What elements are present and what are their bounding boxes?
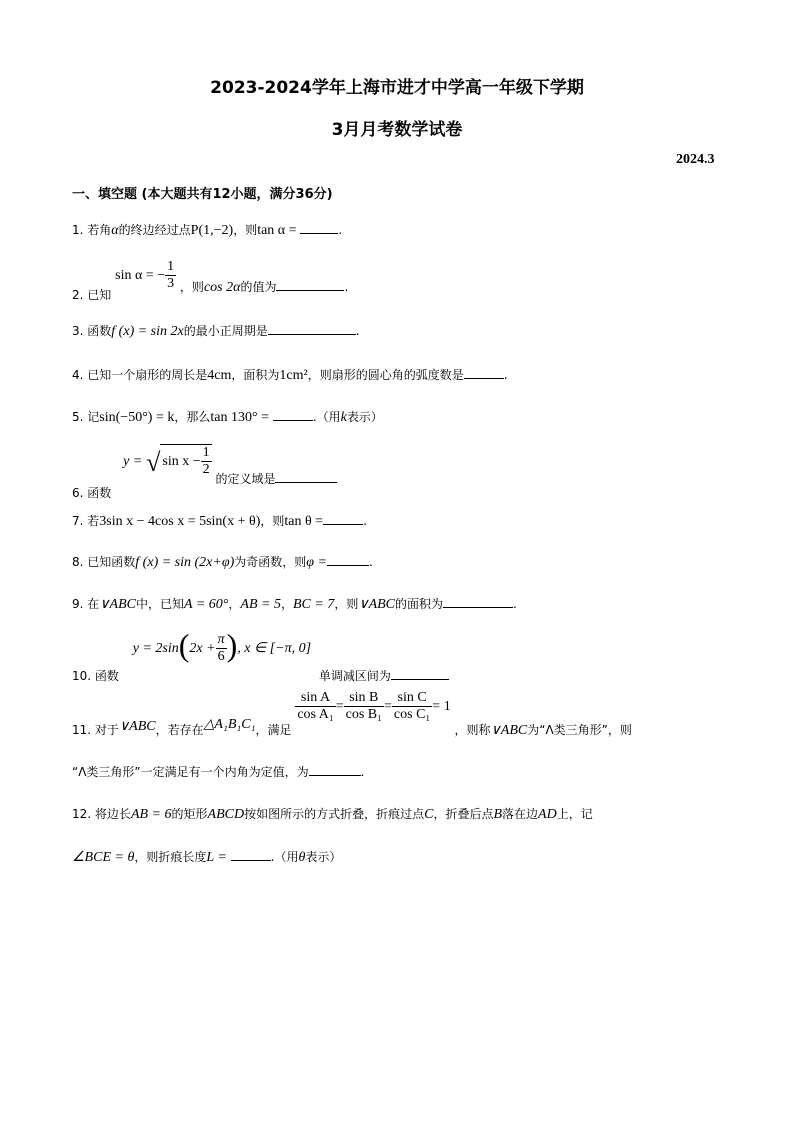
question-11: 11. 对于∨ABC，若存在△A₁B₁C₁，满足 $\frac{\text{sin A}}{\text{cos A₁}}$ = $\frac{\text{sin B}}{\text{cos B₁}}$ = $\frac{\text{sin C}}{\text{cos C₁}}$ = 1 ，则称∨ABC为“Λ类三角形”，则 — [72, 690, 632, 738]
answer-blank[interactable] — [323, 512, 363, 525]
exam-date: 2024.3 — [676, 152, 715, 167]
question-12-line2: ∠BCE = θ，则折痕长度L = .（用θ表示） — [72, 850, 342, 865]
question-9: 9. 在∨ABC中，已知A = 60°，AB = 5，BC = 7，则∨ABC的面积为 . — [72, 597, 517, 612]
answer-blank[interactable] — [464, 366, 504, 379]
answer-blank[interactable] — [231, 848, 271, 861]
answer-blank[interactable] — [300, 221, 338, 234]
question-7: 7. 若3sin x − 4cos x = 5sin(x + θ)，则tan θ = . — [72, 514, 367, 529]
question-8: 8. 已知函数f (x) = sin (2x+φ)为奇函数，则φ = . — [72, 555, 373, 570]
question-4: 4. 已知一个扇形的周长是4cm，面积为1cm²，则扇形的圆心角的弧度数是 . — [72, 368, 508, 383]
section-heading: 一、填空题 (本大题共有12小题，满分36分) — [72, 187, 333, 202]
question-2: 2. 已知 sin α = − $\frac{1}{3}$ ，则cos 2α的值为 . — [72, 259, 349, 302]
question-10: 10. 函数 y = 2sin(2x + $\frac{\pi}{6}$ ), x ∈ [−π, 0] 单调减区间为 — [72, 632, 449, 665]
exam-title-line2: 3月月考数学试卷 — [331, 120, 463, 140]
answer-blank[interactable] — [391, 667, 449, 680]
answer-blank[interactable] — [443, 595, 513, 608]
exam-title-line1: 2023-2024学年上海市进才中学高一年级下学期 — [210, 78, 584, 98]
question-1: 1. 若角α的终边经过点P(1,−2)，则tan α = . — [72, 223, 343, 238]
answer-blank[interactable] — [309, 763, 361, 776]
question-11-line2: “Λ类三角形”一定满足有一个内角为定值，为 . — [72, 765, 365, 779]
question-5: 5. 记sin(−50°) = k，那么tan 130° = .（用k表示） — [72, 410, 383, 425]
answer-blank[interactable] — [275, 470, 337, 483]
question-12: 12. 将边长AB = 6的矩形ABCD按如图所示的方式折叠，折痕过点C，折叠后点B落在边AD上，记 — [72, 807, 593, 822]
answer-blank[interactable] — [273, 408, 313, 421]
answer-blank[interactable] — [327, 553, 369, 566]
answer-blank[interactable] — [268, 322, 356, 335]
question-3: 3. 函数f (x) = sin 2x的最小正周期是 . — [72, 324, 360, 339]
answer-blank[interactable] — [276, 278, 344, 291]
question-6: 6. 函数 y = √ sin x − $\frac{1}{2}$ 的定义域是 — [72, 444, 337, 478]
